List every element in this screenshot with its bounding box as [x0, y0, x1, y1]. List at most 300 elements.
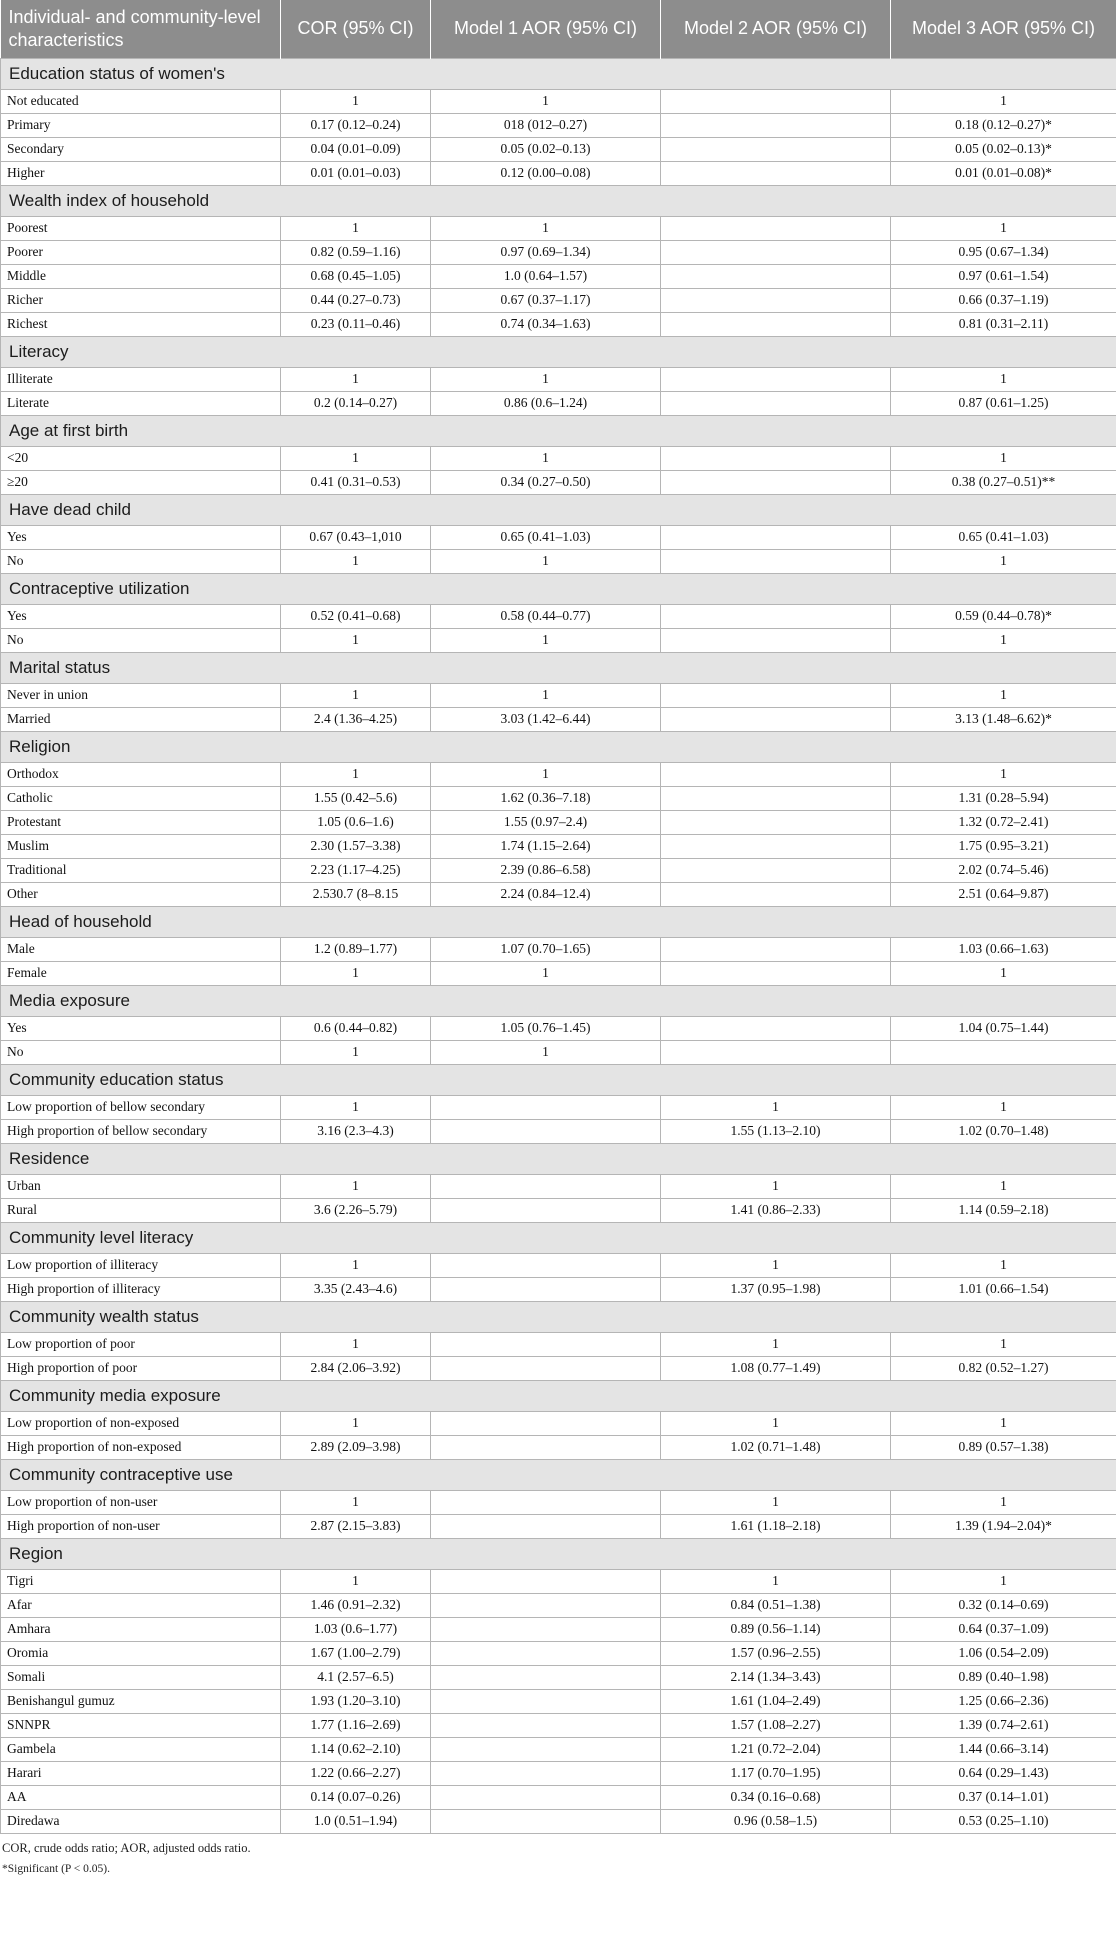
- model-2-cell: 0.89 (0.56–1.14): [661, 1617, 891, 1641]
- model-1-cell: 1: [431, 1040, 661, 1064]
- table-row: [1, 604, 1116, 628]
- model-2-cell: 1.55 (1.13–2.10): [661, 1119, 891, 1143]
- table-row: [1, 288, 1116, 312]
- table-row: [1, 1016, 1116, 1040]
- cor-cell: 1: [281, 216, 431, 240]
- model-1-cell: 0.12 (0.00–0.08): [431, 161, 661, 185]
- model-1-cell: 1.74 (1.15–2.64): [431, 834, 661, 858]
- model-3-cell: 1.01 (0.66–1.54): [891, 1277, 1116, 1301]
- model-3-cell: 1: [891, 1569, 1116, 1593]
- model-2-cell: [661, 264, 891, 288]
- model-2-cell: [661, 470, 891, 494]
- row-label: Female: [1, 961, 281, 985]
- row-label: No: [1, 549, 281, 573]
- model-3-cell: 0.95 (0.67–1.34): [891, 240, 1116, 264]
- table-row: [1, 549, 1116, 573]
- cor-cell: 3.35 (2.43–4.6): [281, 1277, 431, 1301]
- cor-cell: 0.17 (0.12–0.24): [281, 113, 431, 137]
- row-label: Oromia: [1, 1641, 281, 1665]
- row-label: High proportion of illiteracy: [1, 1277, 281, 1301]
- model-3-cell: 1.14 (0.59–2.18): [891, 1198, 1116, 1222]
- table-row: [1, 367, 1116, 391]
- section-row: [1, 1301, 1116, 1332]
- section-title: Community education status: [1, 1064, 1116, 1095]
- cor-cell: 0.41 (0.31–0.53): [281, 470, 431, 494]
- model-3-cell: 1: [891, 683, 1116, 707]
- row-label: Low proportion of non-user: [1, 1490, 281, 1514]
- model-3-cell: 1.39 (0.74–2.61): [891, 1713, 1116, 1737]
- cor-cell: 1.05 (0.6–1.6): [281, 810, 431, 834]
- model-1-cell: 0.05 (0.02–0.13): [431, 137, 661, 161]
- table-row: [1, 470, 1116, 494]
- table-row: [1, 1514, 1116, 1538]
- row-label: Low proportion of bellow secondary: [1, 1095, 281, 1119]
- cor-cell: 2.87 (2.15–3.83): [281, 1514, 431, 1538]
- table-row: [1, 1174, 1116, 1198]
- section-title: Media exposure: [1, 985, 1116, 1016]
- model-2-cell: 1.61 (1.18–2.18): [661, 1514, 891, 1538]
- row-label: Higher: [1, 161, 281, 185]
- cor-cell: 1.2 (0.89–1.77): [281, 937, 431, 961]
- row-label: Protestant: [1, 810, 281, 834]
- model-1-cell: 2.24 (0.84–12.4): [431, 882, 661, 906]
- table-row: [1, 1277, 1116, 1301]
- row-label: Yes: [1, 525, 281, 549]
- model-3-cell: 0.32 (0.14–0.69): [891, 1593, 1116, 1617]
- section-row: [1, 1380, 1116, 1411]
- cor-cell: 2.23 (1.17–4.25): [281, 858, 431, 882]
- model-2-cell: [661, 707, 891, 731]
- cor-cell: 0.2 (0.14–0.27): [281, 391, 431, 415]
- model-3-cell: 1.02 (0.70–1.48): [891, 1119, 1116, 1143]
- section-title: Residence: [1, 1143, 1116, 1174]
- row-label: Rural: [1, 1198, 281, 1222]
- row-label: Yes: [1, 604, 281, 628]
- model-1-cell: 1: [431, 961, 661, 985]
- model-2-cell: [661, 216, 891, 240]
- table-row: [1, 834, 1116, 858]
- model-1-cell: 1: [431, 216, 661, 240]
- model-1-cell: 3.03 (1.42–6.44): [431, 707, 661, 731]
- model-1-cell: 2.39 (0.86–6.58): [431, 858, 661, 882]
- model-1-cell: [431, 1761, 661, 1785]
- model-1-cell: 1.07 (0.70–1.65): [431, 937, 661, 961]
- header-row: [1, 0, 1116, 58]
- model-1-cell: 0.58 (0.44–0.77): [431, 604, 661, 628]
- model-2-cell: [661, 1040, 891, 1064]
- cor-cell: 1: [281, 1490, 431, 1514]
- table-row: [1, 1689, 1116, 1713]
- table-row: [1, 312, 1116, 336]
- model-2-cell: 1.21 (0.72–2.04): [661, 1737, 891, 1761]
- table-row: [1, 1617, 1116, 1641]
- row-label: Richest: [1, 312, 281, 336]
- table-row: [1, 1411, 1116, 1435]
- model-2-cell: 0.34 (0.16–0.68): [661, 1785, 891, 1809]
- section-row: [1, 731, 1116, 762]
- section-row: [1, 573, 1116, 604]
- table-row: [1, 264, 1116, 288]
- model-2-cell: [661, 604, 891, 628]
- model-3-cell: 1: [891, 1253, 1116, 1277]
- table-row: [1, 707, 1116, 731]
- table-row: [1, 1641, 1116, 1665]
- table-row: [1, 786, 1116, 810]
- cor-cell: 1: [281, 762, 431, 786]
- model-2-cell: 2.14 (1.34–3.43): [661, 1665, 891, 1689]
- row-label: Urban: [1, 1174, 281, 1198]
- model-1-cell: 1.05 (0.76–1.45): [431, 1016, 661, 1040]
- model-3-cell: 0.18 (0.12–0.27)*: [891, 113, 1116, 137]
- section-row: [1, 906, 1116, 937]
- cor-cell: 2.4 (1.36–4.25): [281, 707, 431, 731]
- table-row: [1, 216, 1116, 240]
- section-row: [1, 985, 1116, 1016]
- model-1-cell: [431, 1198, 661, 1222]
- section-row: [1, 1143, 1116, 1174]
- model-2-cell: 1.37 (0.95–1.98): [661, 1277, 891, 1301]
- row-label: Secondary: [1, 137, 281, 161]
- cor-cell: 0.6 (0.44–0.82): [281, 1016, 431, 1040]
- model-3-cell: 1.04 (0.75–1.44): [891, 1016, 1116, 1040]
- section-row: [1, 415, 1116, 446]
- model-2-cell: 1.17 (0.70–1.95): [661, 1761, 891, 1785]
- model-3-cell: 0.89 (0.40–1.98): [891, 1665, 1116, 1689]
- model-3-cell: 1: [891, 367, 1116, 391]
- model-2-cell: 1: [661, 1569, 891, 1593]
- model-3-cell: 0.53 (0.25–1.10): [891, 1809, 1116, 1833]
- model-3-cell: 0.64 (0.37–1.09): [891, 1617, 1116, 1641]
- table-row: [1, 1569, 1116, 1593]
- model-2-cell: [661, 367, 891, 391]
- model-2-cell: [661, 161, 891, 185]
- row-label: Not educated: [1, 89, 281, 113]
- row-label: Low proportion of non-exposed: [1, 1411, 281, 1435]
- model-2-cell: [661, 89, 891, 113]
- cor-cell: 0.68 (0.45–1.05): [281, 264, 431, 288]
- table-row: [1, 89, 1116, 113]
- section-title: Wealth index of household: [1, 185, 1116, 216]
- model-1-cell: [431, 1119, 661, 1143]
- section-row: [1, 1222, 1116, 1253]
- section-row: [1, 1538, 1116, 1569]
- model-3-cell: 1.75 (0.95–3.21): [891, 834, 1116, 858]
- model-2-cell: 1: [661, 1095, 891, 1119]
- table-row: [1, 1737, 1116, 1761]
- row-label: Afar: [1, 1593, 281, 1617]
- table-row: [1, 628, 1116, 652]
- model-3-cell: 0.01 (0.01–0.08)*: [891, 161, 1116, 185]
- table-row: [1, 961, 1116, 985]
- model-3-cell: 1: [891, 961, 1116, 985]
- model-1-cell: [431, 1617, 661, 1641]
- cor-cell: 1.14 (0.62–2.10): [281, 1737, 431, 1761]
- header-cor: COR (95% CI): [281, 0, 431, 58]
- row-label: Benishangul gumuz: [1, 1689, 281, 1713]
- row-label: Primary: [1, 113, 281, 137]
- table-row: [1, 240, 1116, 264]
- table-row: [1, 858, 1116, 882]
- row-label: High proportion of bellow secondary: [1, 1119, 281, 1143]
- table-row: [1, 810, 1116, 834]
- table-row: [1, 1665, 1116, 1689]
- footnote-abbreviations: COR, crude odds ratio; AOR, adjusted odds ratio.: [2, 1840, 251, 1855]
- model-3-cell: 1: [891, 628, 1116, 652]
- model-1-cell: 018 (012–0.27): [431, 113, 661, 137]
- row-label: Middle: [1, 264, 281, 288]
- model-2-cell: 1.61 (1.04–2.49): [661, 1689, 891, 1713]
- model-2-cell: 1: [661, 1174, 891, 1198]
- model-3-cell: 0.59 (0.44–0.78)*: [891, 604, 1116, 628]
- model-3-cell: 1: [891, 1174, 1116, 1198]
- cor-cell: 0.23 (0.11–0.46): [281, 312, 431, 336]
- model-1-cell: [431, 1737, 661, 1761]
- model-2-cell: [661, 1016, 891, 1040]
- row-label: High proportion of non-user: [1, 1514, 281, 1538]
- model-3-cell: 0.64 (0.29–1.43): [891, 1761, 1116, 1785]
- cor-cell: 1.22 (0.66–2.27): [281, 1761, 431, 1785]
- row-label: ≥20: [1, 470, 281, 494]
- section-row: [1, 494, 1116, 525]
- model-1-cell: [431, 1593, 661, 1617]
- cor-cell: 2.89 (2.09–3.98): [281, 1435, 431, 1459]
- table-row: [1, 446, 1116, 470]
- model-1-cell: [431, 1435, 661, 1459]
- model-2-cell: 1: [661, 1490, 891, 1514]
- row-label: AA: [1, 1785, 281, 1809]
- row-label: Orthodox: [1, 762, 281, 786]
- model-3-cell: 1: [891, 1411, 1116, 1435]
- row-label: Low proportion of illiteracy: [1, 1253, 281, 1277]
- row-label: Literate: [1, 391, 281, 415]
- row-label: Yes: [1, 1016, 281, 1040]
- model-2-cell: 0.84 (0.51–1.38): [661, 1593, 891, 1617]
- model-1-cell: 0.65 (0.41–1.03): [431, 525, 661, 549]
- table-row: [1, 1040, 1116, 1064]
- cor-cell: 1.77 (1.16–2.69): [281, 1713, 431, 1737]
- model-2-cell: [661, 113, 891, 137]
- cor-cell: 4.1 (2.57–6.5): [281, 1665, 431, 1689]
- table-row: [1, 1593, 1116, 1617]
- cor-cell: 1: [281, 446, 431, 470]
- table-row: [1, 1198, 1116, 1222]
- model-3-cell: 1.31 (0.28–5.94): [891, 786, 1116, 810]
- cor-cell: 1: [281, 1040, 431, 1064]
- cor-cell: 1: [281, 1569, 431, 1593]
- model-3-cell: 1.25 (0.66–2.36): [891, 1689, 1116, 1713]
- table-row: [1, 391, 1116, 415]
- model-1-cell: [431, 1665, 661, 1689]
- model-1-cell: 1: [431, 446, 661, 470]
- row-label: Never in union: [1, 683, 281, 707]
- model-2-cell: [661, 446, 891, 470]
- model-1-cell: [431, 1809, 661, 1833]
- model-3-cell: 1.06 (0.54–2.09): [891, 1641, 1116, 1665]
- cor-cell: 0.82 (0.59–1.16): [281, 240, 431, 264]
- cor-cell: 1: [281, 683, 431, 707]
- model-1-cell: 1: [431, 762, 661, 786]
- model-3-cell: 3.13 (1.48–6.62)*: [891, 707, 1116, 731]
- section-row: [1, 58, 1116, 89]
- model-3-cell: 1: [891, 216, 1116, 240]
- model-2-cell: 1.08 (0.77–1.49): [661, 1356, 891, 1380]
- cor-cell: 0.67 (0.43–1,010: [281, 525, 431, 549]
- model-2-cell: 1.41 (0.86–2.33): [661, 1198, 891, 1222]
- model-3-cell: 1: [891, 1095, 1116, 1119]
- row-label: Tigri: [1, 1569, 281, 1593]
- section-title: Literacy: [1, 336, 1116, 367]
- model-2-cell: 0.96 (0.58–1.5): [661, 1809, 891, 1833]
- model-1-cell: [431, 1785, 661, 1809]
- model-1-cell: [431, 1174, 661, 1198]
- model-2-cell: [661, 391, 891, 415]
- section-title: Community wealth status: [1, 1301, 1116, 1332]
- model-3-cell: 0.97 (0.61–1.54): [891, 264, 1116, 288]
- cor-cell: 0.44 (0.27–0.73): [281, 288, 431, 312]
- model-1-cell: 1: [431, 367, 661, 391]
- model-1-cell: 1.55 (0.97–2.4): [431, 810, 661, 834]
- model-3-cell: 0.65 (0.41–1.03): [891, 525, 1116, 549]
- section-title: Contraceptive utilization: [1, 573, 1116, 604]
- table-row: [1, 1435, 1116, 1459]
- row-label: No: [1, 1040, 281, 1064]
- section-title: Region: [1, 1538, 1116, 1569]
- section-row: [1, 336, 1116, 367]
- model-1-cell: [431, 1569, 661, 1593]
- model-3-cell: 2.51 (0.64–9.87): [891, 882, 1116, 906]
- model-3-cell: 0.05 (0.02–0.13)*: [891, 137, 1116, 161]
- cor-cell: 1.03 (0.6–1.77): [281, 1617, 431, 1641]
- model-1-cell: 1.0 (0.64–1.57): [431, 264, 661, 288]
- table-row: [1, 762, 1116, 786]
- table-row: [1, 683, 1116, 707]
- section-row: [1, 652, 1116, 683]
- row-label: SNNPR: [1, 1713, 281, 1737]
- model-2-cell: 1.02 (0.71–1.48): [661, 1435, 891, 1459]
- model-1-cell: 0.74 (0.34–1.63): [431, 312, 661, 336]
- model-3-cell: 2.02 (0.74–5.46): [891, 858, 1116, 882]
- header-characteristics: Individual- and community-level characteristics: [1, 0, 281, 58]
- model-2-cell: [661, 937, 891, 961]
- model-3-cell: 1: [891, 1332, 1116, 1356]
- cor-cell: 2.84 (2.06–3.92): [281, 1356, 431, 1380]
- model-2-cell: [661, 961, 891, 985]
- section-title: Age at first birth: [1, 415, 1116, 446]
- row-label: Amhara: [1, 1617, 281, 1641]
- model-1-cell: [431, 1514, 661, 1538]
- model-3-cell: 1: [891, 762, 1116, 786]
- model-3-cell: 1.32 (0.72–2.41): [891, 810, 1116, 834]
- model-2-cell: [661, 683, 891, 707]
- model-1-cell: [431, 1332, 661, 1356]
- model-1-cell: [431, 1713, 661, 1737]
- cor-cell: 3.6 (2.26–5.79): [281, 1198, 431, 1222]
- model-1-cell: [431, 1095, 661, 1119]
- header-model-1: Model 1 AOR (95% CI): [431, 0, 661, 58]
- cor-cell: 1: [281, 628, 431, 652]
- cor-cell: 1.93 (1.20–3.10): [281, 1689, 431, 1713]
- model-1-cell: 1: [431, 549, 661, 573]
- cor-cell: 2.30 (1.57–3.38): [281, 834, 431, 858]
- model-1-cell: [431, 1253, 661, 1277]
- model-1-cell: [431, 1356, 661, 1380]
- cor-cell: 1: [281, 1253, 431, 1277]
- model-2-cell: [661, 786, 891, 810]
- row-label: Traditional: [1, 858, 281, 882]
- row-label: Male: [1, 937, 281, 961]
- row-label: Illiterate: [1, 367, 281, 391]
- row-label: Married: [1, 707, 281, 731]
- model-3-cell: 0.82 (0.52–1.27): [891, 1356, 1116, 1380]
- table-row: [1, 1713, 1116, 1737]
- model-2-cell: 1.57 (0.96–2.55): [661, 1641, 891, 1665]
- model-2-cell: 1: [661, 1253, 891, 1277]
- cor-cell: 1: [281, 961, 431, 985]
- cor-cell: 1.46 (0.91–2.32): [281, 1593, 431, 1617]
- cor-cell: 0.14 (0.07–0.26): [281, 1785, 431, 1809]
- model-3-cell: 1.44 (0.66–3.14): [891, 1737, 1116, 1761]
- cor-cell: 1.67 (1.00–2.79): [281, 1641, 431, 1665]
- cor-cell: 2.530.7 (8–8.15: [281, 882, 431, 906]
- table-row: [1, 1332, 1116, 1356]
- cor-cell: 3.16 (2.3–4.3): [281, 1119, 431, 1143]
- model-2-cell: [661, 858, 891, 882]
- model-1-cell: 0.86 (0.6–1.24): [431, 391, 661, 415]
- model-3-cell: 1.03 (0.66–1.63): [891, 937, 1116, 961]
- section-title: Education status of women's: [1, 58, 1116, 89]
- section-title: Community level literacy: [1, 1222, 1116, 1253]
- section-title: Head of household: [1, 906, 1116, 937]
- model-3-cell: 1: [891, 1490, 1116, 1514]
- table-row: [1, 882, 1116, 906]
- cor-cell: 1: [281, 89, 431, 113]
- model-3-cell: 0.38 (0.27–0.51)**: [891, 470, 1116, 494]
- table-row: [1, 161, 1116, 185]
- cor-cell: 1.55 (0.42–5.6): [281, 786, 431, 810]
- table-row: [1, 1809, 1116, 1833]
- model-1-cell: [431, 1277, 661, 1301]
- table-row: [1, 937, 1116, 961]
- row-label: No: [1, 628, 281, 652]
- cor-cell: 1: [281, 367, 431, 391]
- row-label: Other: [1, 882, 281, 906]
- section-title: Religion: [1, 731, 1116, 762]
- model-2-cell: [661, 628, 891, 652]
- model-3-cell: 1: [891, 446, 1116, 470]
- cor-cell: 1: [281, 549, 431, 573]
- model-2-cell: 1: [661, 1411, 891, 1435]
- section-row: [1, 1064, 1116, 1095]
- model-2-cell: [661, 549, 891, 573]
- section-row: [1, 1459, 1116, 1490]
- model-2-cell: [661, 288, 891, 312]
- model-1-cell: 0.67 (0.37–1.17): [431, 288, 661, 312]
- cor-cell: 1: [281, 1332, 431, 1356]
- table-row: [1, 1119, 1116, 1143]
- table-row: [1, 1761, 1116, 1785]
- cor-cell: 1: [281, 1411, 431, 1435]
- section-title: Have dead child: [1, 494, 1116, 525]
- table-row: [1, 1356, 1116, 1380]
- cor-cell: 0.52 (0.41–0.68): [281, 604, 431, 628]
- model-1-cell: [431, 1689, 661, 1713]
- row-label: Muslim: [1, 834, 281, 858]
- section-title: Community contraceptive use: [1, 1459, 1116, 1490]
- model-2-cell: [661, 834, 891, 858]
- cor-cell: 0.04 (0.01–0.09): [281, 137, 431, 161]
- model-2-cell: [661, 240, 891, 264]
- model-3-cell: 0.81 (0.31–2.11): [891, 312, 1116, 336]
